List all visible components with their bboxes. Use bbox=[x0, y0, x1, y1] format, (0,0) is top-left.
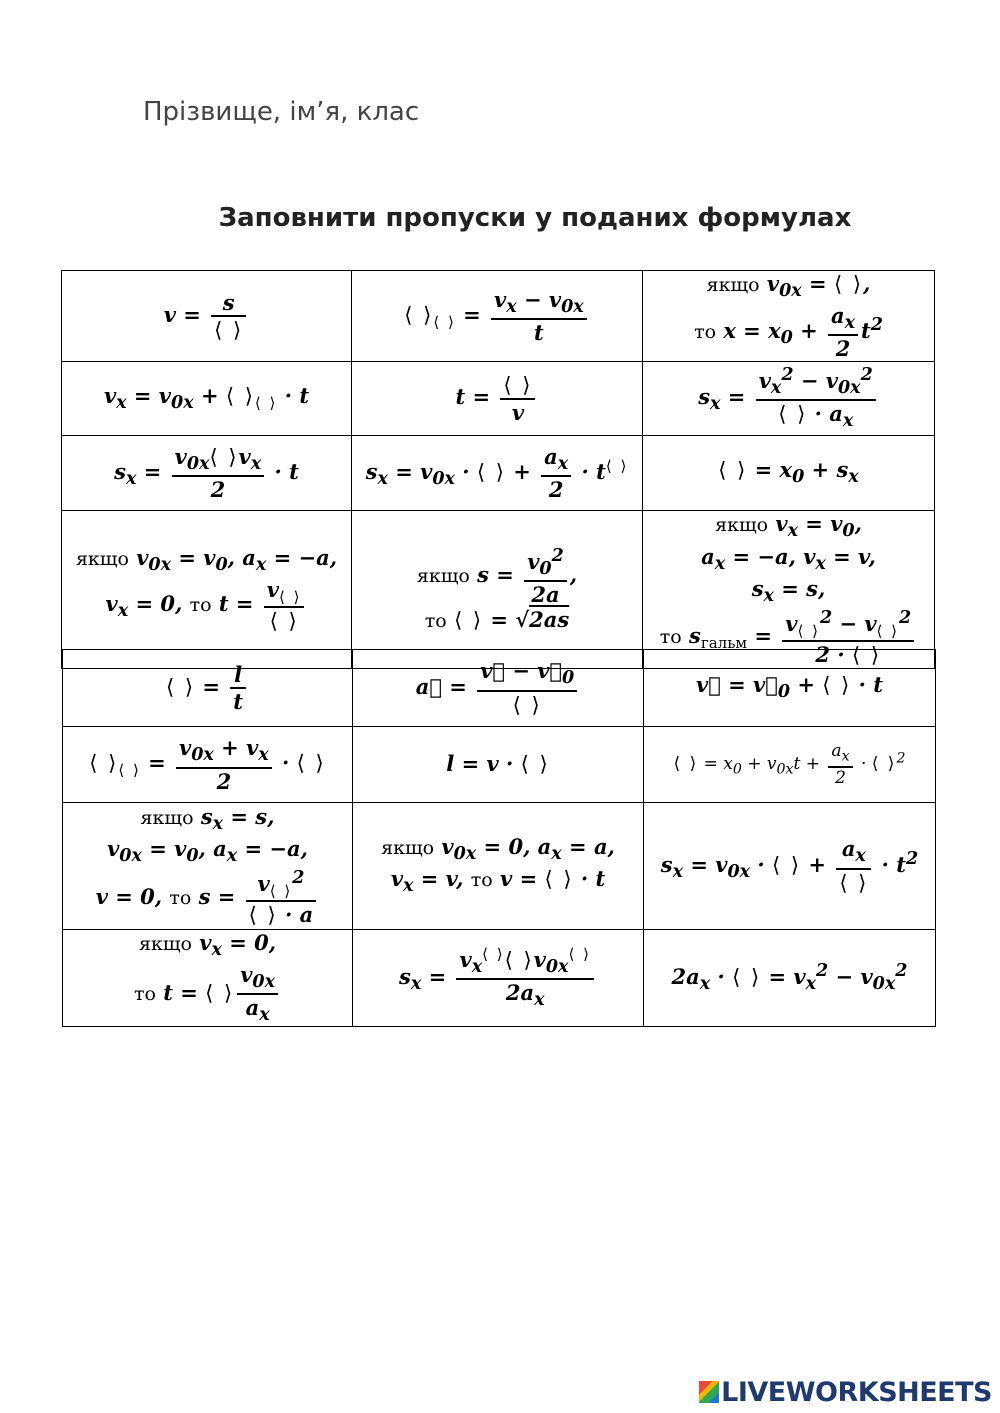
answer-gap[interactable]: ⟨ ⟩ bbox=[433, 312, 456, 331]
answer-gap[interactable]: ⟨ ⟩ bbox=[718, 458, 748, 483]
formula-cell: v = s ⟨ ⟩ bbox=[62, 271, 352, 362]
answer-gap[interactable]: ⟨ ⟩ bbox=[269, 882, 293, 901]
answer-gap[interactable]: ⟨ ⟩ bbox=[476, 459, 506, 484]
word-if: якщо bbox=[140, 806, 194, 829]
word-then: то bbox=[189, 594, 212, 617]
answer-gap[interactable]: ⟨ ⟩ bbox=[404, 302, 434, 327]
answer-gap[interactable]: ⟨ ⟩ bbox=[503, 373, 533, 398]
word-then: то bbox=[694, 320, 717, 343]
formula-cell: якщо $v_x = v_0$, $a_x = -a$, $v_x = v$, $s_x = s$, то $s_{гальм}$ = $\frac{v_{⟨ ⟩}^2 - v_{⟨ ⟩}^2}{2 \cdot ⟨ ⟩}$ bbox=[643, 511, 935, 669]
answer-gap[interactable]: ⟨ ⟩ bbox=[544, 867, 574, 891]
formula-cell: якщо $v_{0x} = v_0$, $a_x = -a$, $v_x = 0$, то t = $v_{⟨ ⟩}$ ⟨ ⟩ bbox=[62, 511, 352, 669]
answer-gap[interactable]: ⟨ ⟩ bbox=[118, 761, 141, 780]
answer-gap[interactable]: ⟨ ⟩ bbox=[269, 609, 299, 634]
answer-gap[interactable]: ⟨ ⟩ bbox=[839, 870, 869, 895]
answer-gap[interactable]: ⟨ ⟩ bbox=[605, 456, 629, 475]
answer-gap[interactable]: ⟨ ⟩ bbox=[279, 588, 302, 607]
formula-cell: ⟨ $⟩_{⟨ ⟩}$ = $\frac{v_{0x} + v_x}{2}$ · ⟨ ⟩ bbox=[63, 727, 353, 803]
word-if: якщо bbox=[715, 514, 769, 537]
brand-name: LIVEWORKSHEETS bbox=[721, 1377, 992, 1408]
answer-gap[interactable]: ⟨ ⟩ bbox=[254, 394, 278, 413]
word-if: якщо bbox=[75, 548, 129, 570]
formula-cell: $s_x$ = $\frac{v_x^2 - v_{0x}^2}{⟨ ⟩ \cdot a_x}$ bbox=[643, 362, 935, 436]
formula-cell: $s_x = v_{0x}$ · ⟨ ⟩ + $\frac{a_x}{2}$ · t⟨ ⟩ bbox=[352, 436, 643, 511]
word-if: якщо bbox=[381, 836, 435, 859]
word-if: якщо bbox=[138, 933, 192, 955]
answer-gap[interactable]: ⟨ ⟩ bbox=[520, 752, 550, 777]
formula-cell: $s_x$ = $\frac{v_{0x}⟨ ⟩v_x}{2}$ · t bbox=[62, 436, 352, 511]
formula-cell: l = v · ⟨ ⟩ bbox=[353, 727, 644, 803]
liveworksheets-logo bbox=[699, 1377, 992, 1408]
page-title: Заповнити пропуски у поданих формулах bbox=[218, 203, 852, 233]
formula-cell: якщо $v_x = 0$, то t = ⟨ ⟩ $\frac{v_{0x}}{a_x}$ bbox=[63, 930, 353, 1027]
word-then: то bbox=[169, 886, 192, 909]
formula-cell: якщо $s_x = s$, $v_{0x} = v_0$, $a_x = -a$, v = 0, то s = $\frac{v_{⟨ ⟩}^2}{⟨ ⟩ \cdot a}$ bbox=[63, 803, 353, 930]
word-if: якщо bbox=[706, 274, 760, 296]
answer-gap[interactable]: ⟨ ⟩ bbox=[797, 621, 820, 640]
word-then: то bbox=[659, 626, 682, 649]
answer-gap[interactable]: ⟨ ⟩ bbox=[876, 621, 900, 640]
answer-gap[interactable]: ⟨ ⟩ bbox=[166, 674, 196, 699]
answer-gap[interactable]: ⟨ ⟩ bbox=[205, 980, 235, 1005]
answer-gap[interactable]: ⟨ ⟩ bbox=[778, 402, 808, 427]
answer-gap[interactable]: ⟨ ⟩ bbox=[225, 383, 255, 408]
formula-cell: $s_x = v_{0x}$ · ⟨ ⟩ + $a_x$ ⟨ ⟩ · $t^2$ bbox=[644, 803, 936, 930]
answer-gap[interactable]: ⟨ ⟩ bbox=[296, 751, 326, 775]
answer-gap[interactable]: ⟨ ⟩ bbox=[822, 672, 852, 697]
formula-cell: якщо $v_{0x} = 0$, $a_x = a$, $v_x = v$, то v = ⟨ ⟩ · t bbox=[353, 803, 644, 930]
formula-cell: a⃗ = v⃗ − $v⃗_0$ ⟨ ⟩ bbox=[353, 650, 644, 727]
formula-cell: $s_x$ = $\frac{v_x^{⟨ ⟩}⟨ ⟩v_{0x}^{⟨ ⟩}}{2a_x}$ bbox=[353, 930, 644, 1027]
student-name-line: Прізвище, ім’я, клас bbox=[143, 97, 420, 127]
answer-gap[interactable]: ⟨ ⟩ bbox=[248, 903, 278, 928]
answer-gap[interactable]: ⟨ ⟩ bbox=[454, 608, 484, 633]
formula-cell: ⟨ ⟩ = $\frac{l}{t}$ bbox=[63, 650, 353, 727]
formula-table-1 bbox=[61, 270, 935, 669]
formula-cell: t = ⟨ ⟩ v bbox=[352, 362, 643, 436]
answer-gap[interactable]: ⟨ ⟩ bbox=[871, 754, 897, 774]
formula-cell: ⟨ ⟩ = $x_0 + s_x$ bbox=[643, 436, 935, 511]
answer-gap[interactable]: ⟨ ⟩ bbox=[512, 692, 542, 717]
answer-gap[interactable]: ⟨ ⟩ bbox=[89, 751, 119, 775]
formula-cell: v⃗ = $v⃗_0$ + ⟨ ⟩ · t bbox=[644, 650, 936, 727]
liveworksheets-logo-icon bbox=[699, 1381, 719, 1403]
answer-gap[interactable]: ⟨ ⟩ bbox=[214, 317, 244, 342]
answer-gap[interactable]: ⟨ ⟩ bbox=[772, 852, 802, 877]
answer-gap[interactable]: ⟨ ⟩ bbox=[833, 272, 864, 296]
formula-table-2 bbox=[62, 649, 936, 1027]
formula-cell: якщо s = $\frac{v_0^2}{2a}$ , то ⟨ ⟩ = √2as bbox=[352, 511, 643, 669]
word-braking: гальм bbox=[700, 634, 748, 653]
word-then: то bbox=[424, 610, 447, 633]
answer-gap[interactable]: ⟨ ⟩ bbox=[851, 642, 882, 667]
word-if: якщо bbox=[416, 564, 470, 587]
formula-cell: $2a_x$ · ⟨ ⟩ = $v_x^2 - v_{0x}^2$ bbox=[644, 930, 936, 1027]
formula-cell: $v_x = v_{0x}$ + ⟨ $⟩_{⟨ ⟩} \cdot t$ bbox=[62, 362, 352, 436]
answer-gap[interactable]: ⟨ ⟩ bbox=[482, 945, 505, 964]
answer-gap[interactable]: ⟨ ⟩ bbox=[209, 445, 239, 470]
formula-cell: ⟨ ⟩ = $x_0 + v_{0x}t$ + $\frac{a_x}{2}$ · ⟨ ⟩$^2$ bbox=[644, 727, 936, 803]
answer-gap[interactable]: ⟨ ⟩ bbox=[504, 948, 534, 973]
answer-gap[interactable]: ⟨ ⟩ bbox=[732, 964, 762, 989]
word-then: то bbox=[470, 869, 493, 891]
word-then: то bbox=[133, 982, 156, 1005]
formula-cell: якщо $v_{0x}$ = ⟨ ⟩, то $x = x_0$ + $\frac{a_x}{2}$ $t^2$ bbox=[643, 271, 935, 362]
answer-gap[interactable]: ⟨ ⟩ bbox=[568, 945, 591, 964]
formula-cell: ⟨ $⟩_{⟨ ⟩}$ = $\frac{v_x - v_{0x}}{t}$ bbox=[352, 271, 643, 362]
answer-gap[interactable]: ⟨ ⟩ bbox=[673, 754, 699, 774]
